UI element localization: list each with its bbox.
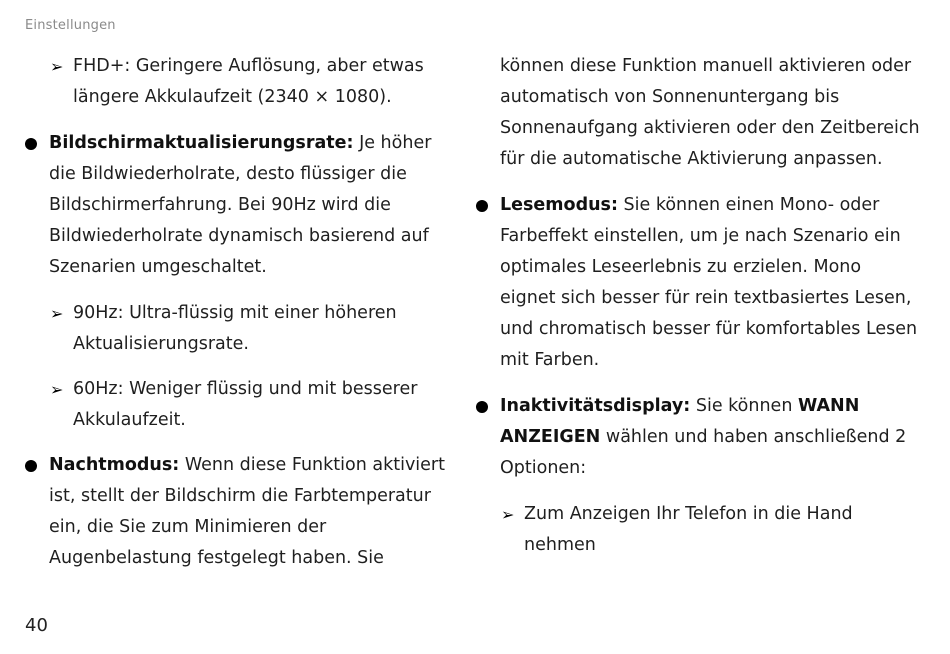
bullet-inactivity-display <box>476 391 921 484</box>
bullet-refresh-rate <box>25 128 455 283</box>
bullet-dot-icon <box>25 138 37 150</box>
sub-item-fhd <box>25 51 455 113</box>
sub-item-pickup-text: Zum Anzeigen Ihr Telefon in die Hand nehmen <box>524 504 853 555</box>
night-mode-text: Wenn diese Funktion aktiviert ist, stellt der Bildschirm die Farbtemperatur ein, die Sie zum Minimieren der Augenbelastung festgelegt haben. Sie <box>49 455 445 568</box>
right-column <box>476 51 921 561</box>
arrow-bullet-icon: ➢ <box>50 304 64 323</box>
term-reading-mode: Lesemodus: <box>500 195 618 215</box>
arrow-bullet-icon: ➢ <box>50 380 64 399</box>
sub-item-pickup <box>476 499 921 561</box>
arrow-bullet-icon: ➢ <box>50 57 64 76</box>
sub-item-90hz <box>25 298 455 360</box>
inactivity-emphasis: WANN ANZEIGEN <box>500 396 860 447</box>
sub-item-fhd-text: FHD+: Geringere Auflösung, aber etwas längere Akkulaufzeit (2340 × 1080). <box>73 56 424 107</box>
bullet-night-mode <box>25 450 455 574</box>
term-night-mode: Nachtmodus: <box>49 455 180 475</box>
reading-mode-text: Sie können einen Mono- oder Farbeffekt einstellen, um je nach Szenario ein optimales Leseerlebnis zu erzielen. Mono eignet sich besser für rein textbasiertes Lesen, und chromatisch besser für komfortables Lesen mit Farben. <box>500 195 918 370</box>
term-inactivity-display: Inaktivitätsdisplay: <box>500 396 691 416</box>
section-header: Einstellungen <box>25 18 116 33</box>
bullet-reading-mode <box>476 190 921 376</box>
term-refresh-rate: Bildschirmaktualisierungsrate: <box>49 133 354 153</box>
bullet-dot-icon <box>25 460 37 472</box>
bullet-dot-icon <box>476 401 488 413</box>
arrow-bullet-icon: ➢ <box>501 505 515 524</box>
bullet-dot-icon <box>476 200 488 212</box>
page-number: 40 <box>25 615 48 636</box>
sub-item-90hz-text: 90Hz: Ultra-flüssig mit einer höheren Aktualisierungsrate. <box>73 303 397 354</box>
inactivity-text-after: wählen und haben anschließend 2 Optionen: <box>500 427 907 478</box>
sub-item-60hz-text: 60Hz: Weniger flüssig und mit besserer Akkulaufzeit. <box>73 379 418 430</box>
inactivity-text-before: Sie können <box>690 396 798 416</box>
night-mode-continued: können diese Funktion manuell aktivieren oder automatisch von Sonnenuntergang bis Sonnenaufgang aktivieren oder den Zeitbereich für die automatische Aktivierung anpassen. <box>500 56 920 169</box>
refresh-rate-text: Je höher die Bildwiederholrate, desto flüssiger die Bildschirmerfahrung. Bei 90Hz wird die Bildwiederholrate dynamisch basierend auf Szenarien umgeschaltet. <box>49 133 432 277</box>
sub-item-60hz <box>25 374 455 436</box>
left-column <box>25 51 455 574</box>
